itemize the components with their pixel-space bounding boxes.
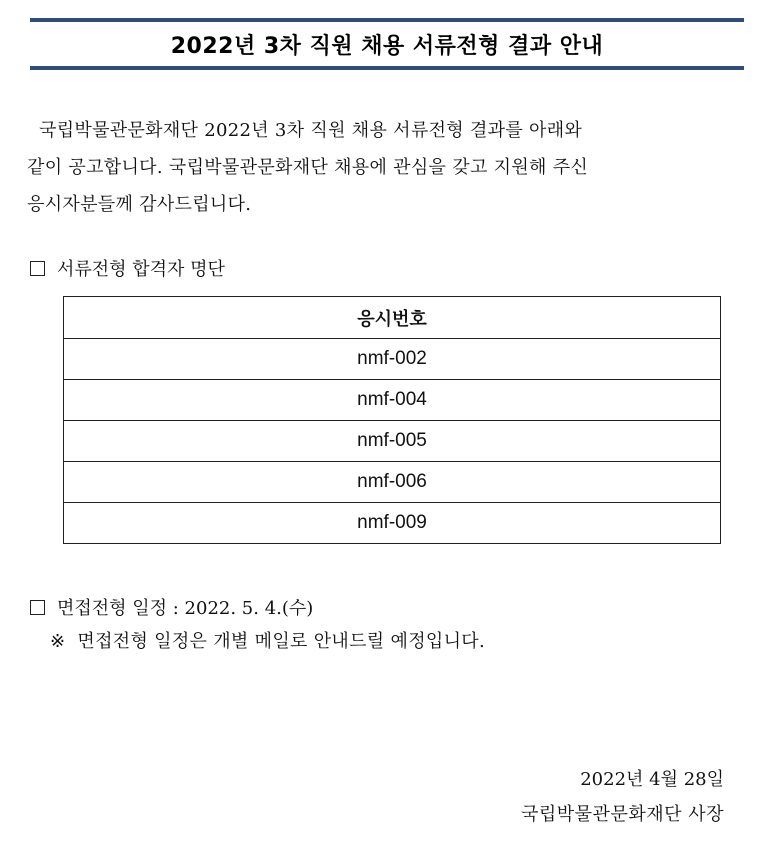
- section-pass-list-label: 서류전형 합격자 명단: [57, 259, 225, 280]
- table-row: [64, 503, 721, 544]
- applicant-number-cell: nmf-002: [64, 339, 721, 380]
- title-banner: [30, 18, 744, 70]
- section-pass-list: [30, 255, 225, 281]
- reference-mark-icon: ※: [50, 631, 66, 652]
- applicant-number-cell: nmf-006: [64, 462, 721, 503]
- table-row: [64, 339, 721, 380]
- signature: 국립박물관문화재단 사장: [521, 804, 724, 825]
- pass-list-table: [63, 296, 721, 544]
- interview-note: [50, 627, 485, 653]
- table-row: [64, 462, 721, 503]
- applicant-number-cell: nmf-009: [64, 503, 721, 544]
- announcement-date: 2022년 4월 28일: [580, 769, 724, 790]
- interview-note-text: 면접전형 일정은 개별 메일로 안내드릴 예정입니다.: [77, 631, 485, 652]
- section-interview: [30, 594, 313, 620]
- table-header-row: [64, 297, 721, 339]
- intro-line: 같이 공고합니다. 국립박물관문화재단 채용에 관심을 갖고 지원해 주신: [27, 157, 589, 178]
- column-header-applicant-number: 응시번호: [64, 297, 721, 339]
- document-title: 2022년 3차 직원 채용 서류전형 결과 안내: [170, 33, 604, 59]
- table-row: [64, 380, 721, 421]
- intro-line: 국립박물관문화재단 2022년 3차 직원 채용 서류전형 결과를 아래와: [39, 120, 583, 141]
- applicant-number-cell: nmf-004: [64, 380, 721, 421]
- intro-line: 응시자분들께 감사드립니다.: [27, 194, 252, 215]
- table-row: [64, 421, 721, 462]
- intro-paragraph: [27, 112, 721, 223]
- applicant-number-cell: nmf-005: [64, 421, 721, 462]
- section-interview-label: 면접전형 일정 : 2022. 5. 4.(수): [57, 598, 314, 619]
- checkbox-icon: [30, 600, 45, 615]
- checkbox-icon: [30, 261, 45, 276]
